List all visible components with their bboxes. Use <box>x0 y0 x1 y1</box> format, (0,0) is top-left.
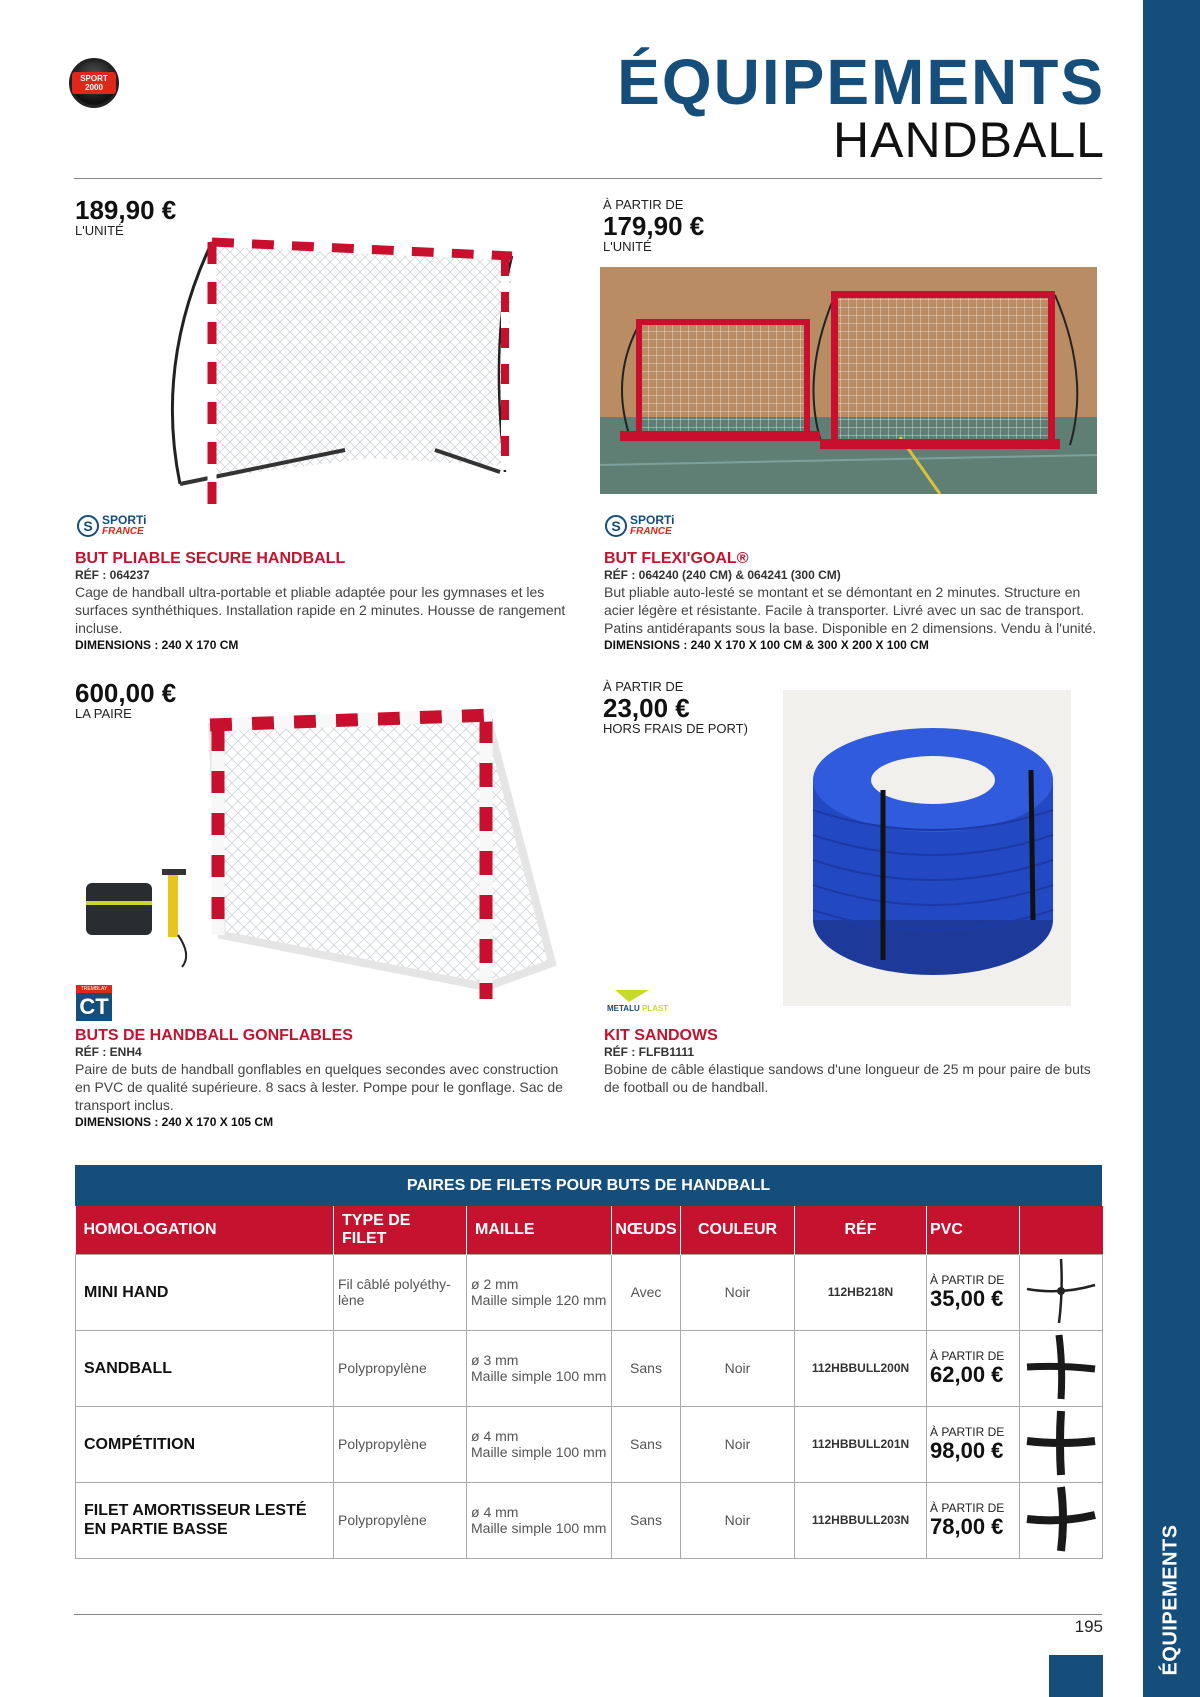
cell-ref: 112HBBULL200N <box>795 1330 927 1406</box>
tremblay-ct-logo: TREMBLAY CT <box>76 985 112 1021</box>
table-row <box>76 1482 1103 1558</box>
table-row <box>76 1406 1103 1482</box>
cell-noeuds: Avec <box>612 1254 681 1330</box>
logo-text-line2: 2000 <box>85 83 103 92</box>
cell-ref: 112HBBULL201N <box>795 1406 927 1482</box>
cell-maille <box>467 1254 612 1330</box>
price: 600,00 € <box>75 678 177 708</box>
footer-divider <box>74 1614 1102 1615</box>
product-secure-handball <box>75 549 575 654</box>
table-header-row <box>76 1206 1103 1254</box>
cell-knot-image <box>1020 1254 1103 1330</box>
cell-knot-image <box>1020 1330 1103 1406</box>
col-couleur: COULEUR <box>681 1206 795 1254</box>
cell-maille <box>467 1482 612 1558</box>
price-unit: HORS FRAIS DE PORT) <box>603 721 748 736</box>
product-description: But pliable auto-lesté se montant et se démontant en 2 minutes. Structure en acier légère et résistante. Facile à transporter. Livré avec un sac de transport. Patins antidérapants sous la base. Disponible en 2 dimensions. Vendu à l'unité. <box>604 584 1097 636</box>
sporti-brand-logo: S SPORTi FRANCE <box>605 515 674 537</box>
cell-type: Polypropylène <box>334 1482 467 1558</box>
cell-knot-image <box>1020 1406 1103 1482</box>
sporti-brand-logo: S SPORTi FRANCE <box>77 515 146 537</box>
cell-homologation: SANDBALL <box>76 1330 334 1406</box>
cell-type: Polypropylène <box>334 1406 467 1482</box>
knot-icon <box>1021 1331 1101 1403</box>
cell-maille <box>467 1330 612 1406</box>
cell-pvc <box>927 1254 1020 1330</box>
product-dimensions: DIMENSIONS : 240 X 170 CM <box>75 638 239 652</box>
price-block-flexigoal <box>603 197 704 254</box>
knot-icon <box>1021 1255 1101 1327</box>
pvc-price: 78,00 € <box>930 1513 1004 1539</box>
pvc-prefix: À PARTIR DE <box>930 1500 1005 1515</box>
col-image <box>1020 1206 1103 1254</box>
cell-pvc <box>927 1406 1020 1482</box>
cell-homologation: FILET AMORTISSEUR LESTÉ EN PARTIE BASSE <box>76 1482 334 1558</box>
photo-sandows-coil <box>783 690 1071 1006</box>
pvc-prefix: À PARTIR DE <box>930 1272 1005 1287</box>
col-ref: RÉF <box>795 1206 927 1254</box>
cell-noeuds: Sans <box>612 1330 681 1406</box>
cell-type: Polypropylène <box>334 1330 467 1406</box>
pvc-price: 35,00 € <box>930 1285 1004 1311</box>
cell-pvc <box>927 1330 1020 1406</box>
maille-diameter: ø 3 mm <box>471 1352 519 1368</box>
product-description: Paire de buts de handball gonflables en quelques secondes avec construction en PVC de qualité supérieure. 8 sacs à lester. Pompe pour le gonflage. Sac de transport inclus. <box>75 1061 563 1113</box>
maille-diameter: ø 4 mm <box>471 1504 519 1520</box>
cell-couleur: Noir <box>681 1330 795 1406</box>
sport2000-logo <box>69 58 119 108</box>
product-sandows-kit <box>604 1026 1104 1096</box>
cell-couleur: Noir <box>681 1482 795 1558</box>
product-description: Cage de handball ultra-portable et pliable adaptée pour les gymnases et les surfaces synthéthiques. Installation rapide en 2 minutes. Housse de rangement incluse. <box>75 584 566 636</box>
product-flexigoal <box>604 549 1104 654</box>
knot-icon <box>1021 1483 1101 1555</box>
cell-knot-image <box>1020 1482 1103 1558</box>
page-tab-marker <box>1049 1655 1103 1697</box>
price: 23,00 € <box>603 693 690 723</box>
product-dimensions: DIMENSIONS : 240 X 170 X 100 CM & 300 X 200 X 100 CM <box>604 638 929 652</box>
photo-flexigoal <box>600 267 1097 494</box>
price-unit: L'UNITÉ <box>75 223 124 238</box>
col-maille: MAILLE <box>467 1206 612 1254</box>
price-prefix: À PARTIR DE <box>603 197 684 212</box>
pvc-price: 62,00 € <box>930 1361 1004 1387</box>
maille-diameter: ø 2 mm <box>471 1276 519 1292</box>
pvc-price: 98,00 € <box>930 1437 1004 1463</box>
header-divider <box>74 178 1102 179</box>
metalu-plast-logo: METALU PLAST <box>605 988 661 1014</box>
price-unit: LA PAIRE <box>75 706 132 721</box>
page-subtitle: HANDBALL <box>833 112 1105 168</box>
sidebar-section-label: ÉQUIPEMENTS <box>1159 1524 1182 1676</box>
cell-homologation: COMPÉTITION <box>76 1406 334 1482</box>
nets-table-title: PAIRES DE FILETS POUR BUTS DE HANDBALL <box>75 1165 1102 1206</box>
pvc-prefix: À PARTIR DE <box>930 1348 1005 1363</box>
product-name: BUT PLIABLE SECURE HANDBALL <box>75 550 346 567</box>
product-name: BUT FLEXI'GOAL® <box>604 550 749 567</box>
table-row <box>76 1330 1103 1406</box>
page-number: 195 <box>1074 1617 1103 1636</box>
product-ref: RÉF : 064240 (240 CM) & 064241 (300 CM) <box>604 568 841 582</box>
cell-noeuds: Sans <box>612 1482 681 1558</box>
col-noeuds: NŒUDS <box>612 1206 681 1254</box>
col-type-filet: TYPE DE FILET <box>334 1206 467 1254</box>
cell-couleur: Noir <box>681 1254 795 1330</box>
price: 179,90 € <box>603 211 705 241</box>
product-name: BUTS DE HANDBALL GONFLABLES <box>75 1027 353 1044</box>
logo-text-line1: SPORT <box>80 74 108 83</box>
cell-type: Fil câblé polyéthy-lène <box>334 1254 467 1330</box>
price-unit: L'UNITÉ <box>603 239 652 254</box>
table-row <box>76 1254 1103 1330</box>
photo-foldable-goal <box>160 222 530 512</box>
product-name: KIT SANDOWS <box>604 1027 718 1044</box>
col-homologation: HOMOLOGATION <box>76 1206 334 1254</box>
product-dimensions: DIMENSIONS : 240 X 170 X 105 CM <box>75 1115 274 1129</box>
product-ref: RÉF : 064237 <box>75 568 150 582</box>
nets-table <box>75 1165 1102 1559</box>
col-pvc: PVC <box>927 1206 1020 1254</box>
product-ref: RÉF : ENH4 <box>75 1045 142 1059</box>
maille-diameter: ø 4 mm <box>471 1428 519 1444</box>
maille-size: Maille simple 100 mm <box>471 1520 607 1536</box>
cell-couleur: Noir <box>681 1406 795 1482</box>
product-ref: RÉF : FLFB1111 <box>604 1045 695 1059</box>
maille-size: Maille simple 120 mm <box>471 1292 607 1308</box>
cell-ref: 112HBBULL203N <box>795 1482 927 1558</box>
product-inflatable-goals <box>75 1026 575 1131</box>
product-description: Bobine de câble élastique sandows d'une longueur de 25 m pour paire de buts de football ou de handball. <box>604 1061 1091 1095</box>
pvc-prefix: À PARTIR DE <box>930 1424 1005 1439</box>
cell-homologation: MINI HAND <box>76 1254 334 1330</box>
price-prefix: À PARTIR DE <box>603 679 684 694</box>
maille-size: Maille simple 100 mm <box>471 1444 607 1460</box>
cell-pvc <box>927 1482 1020 1558</box>
knot-icon <box>1021 1407 1101 1479</box>
cell-ref: 112HB218N <box>795 1254 927 1330</box>
cell-maille <box>467 1406 612 1482</box>
price: 189,90 € <box>75 195 177 225</box>
maille-size: Maille simple 100 mm <box>471 1368 607 1384</box>
page-title: ÉQUIPEMENTS <box>617 46 1105 118</box>
sidebar-band <box>1143 0 1200 1697</box>
cell-noeuds: Sans <box>612 1406 681 1482</box>
price-block-sandows <box>603 679 748 736</box>
photo-inflatable-goals <box>82 705 562 1005</box>
